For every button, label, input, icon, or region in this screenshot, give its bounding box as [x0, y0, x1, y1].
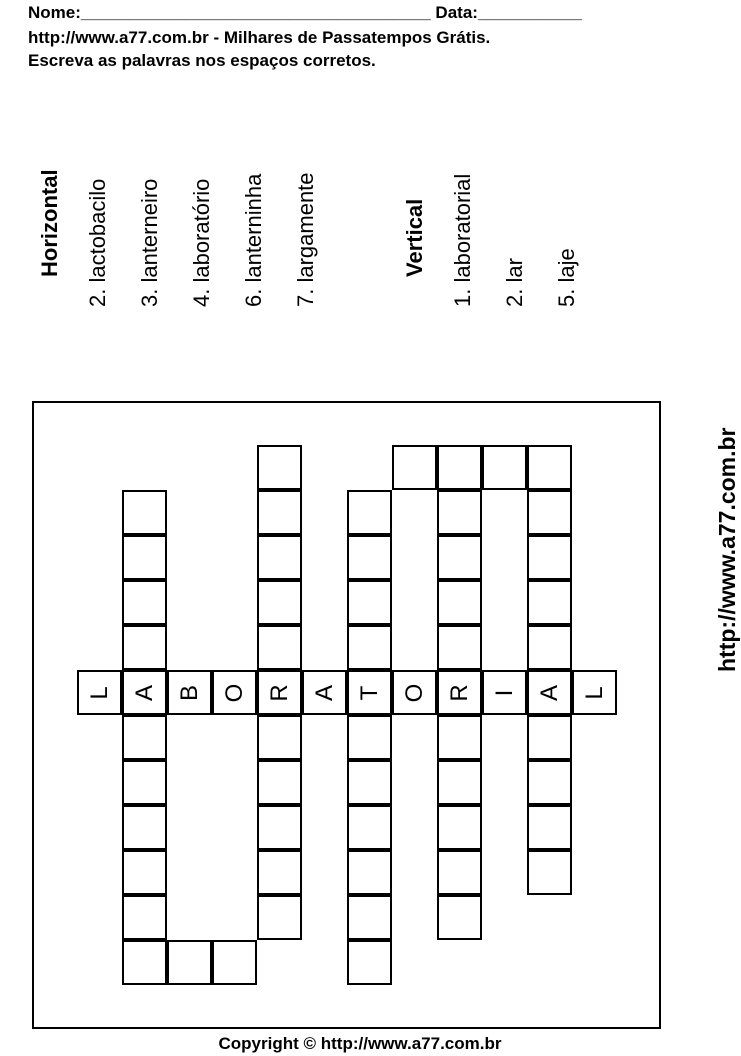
crossword-cell[interactable] — [347, 805, 392, 850]
vertical-clue: 5. laje — [554, 248, 579, 307]
crossword-cell[interactable] — [212, 940, 257, 985]
crossword-cell[interactable] — [437, 895, 482, 940]
crossword-letter-cell[interactable] — [482, 670, 527, 715]
crossword-cell[interactable] — [347, 940, 392, 985]
horizontal-clue: 6. lanterninha — [241, 173, 266, 307]
crossword-cell[interactable] — [437, 625, 482, 670]
crossword-cell[interactable] — [257, 805, 302, 850]
crossword-cell[interactable] — [257, 715, 302, 760]
horizontal-clue: 7. largamente — [293, 172, 318, 307]
crossword-cell[interactable] — [122, 490, 167, 535]
crossword-cell[interactable] — [257, 445, 302, 490]
crossword-cell[interactable] — [122, 715, 167, 760]
horizontal-clues-title: Horizontal — [37, 169, 62, 277]
crossword-letter-cell[interactable] — [347, 670, 392, 715]
crossword-cell[interactable] — [257, 490, 302, 535]
horizontal-clue: 4. laboratório — [189, 178, 214, 307]
crossword-cell[interactable] — [347, 850, 392, 895]
crossword-letter-cell[interactable] — [122, 670, 167, 715]
crossword-cell[interactable] — [167, 940, 212, 985]
crossword-letter: R — [445, 683, 473, 702]
crossword-cell[interactable] — [392, 445, 437, 490]
crossword-cell[interactable] — [527, 715, 572, 760]
crossword-cell[interactable] — [437, 445, 482, 490]
crossword-letter: A — [310, 684, 338, 701]
crossword-cell[interactable] — [437, 850, 482, 895]
vertical-clue: 1. laboratorial — [450, 173, 475, 307]
copyright: Copyright © http://www.a77.com.br — [218, 1034, 502, 1053]
crossword-letter: L — [580, 685, 608, 700]
crossword-cell[interactable] — [122, 850, 167, 895]
crossword-cell[interactable] — [257, 625, 302, 670]
crossword-cell[interactable] — [257, 895, 302, 940]
crossword-cell[interactable] — [347, 715, 392, 760]
crossword-cell[interactable] — [527, 490, 572, 535]
crossword-cell[interactable] — [257, 535, 302, 580]
crossword-cell[interactable] — [257, 850, 302, 895]
crossword-cell[interactable] — [437, 760, 482, 805]
crossword-cell[interactable] — [347, 535, 392, 580]
crossword-cell[interactable] — [257, 760, 302, 805]
crossword-letter: O — [400, 683, 428, 702]
crossword-cell[interactable] — [437, 805, 482, 850]
horizontal-clue: 2. lactobacilo — [85, 178, 110, 307]
crossword-letter-cell[interactable] — [77, 670, 122, 715]
crossword-letter-cell[interactable] — [167, 670, 212, 715]
crossword-cell[interactable] — [527, 805, 572, 850]
crossword-letter-cell[interactable] — [212, 670, 257, 715]
crossword-cell[interactable] — [527, 850, 572, 895]
crossword-cell[interactable] — [122, 535, 167, 580]
crossword-cell[interactable] — [122, 625, 167, 670]
vertical-clue: 2. lar — [502, 258, 527, 307]
crossword-letter-cell[interactable] — [572, 670, 617, 715]
crossword-cell[interactable] — [437, 715, 482, 760]
crossword-cell[interactable] — [347, 625, 392, 670]
crossword-letter: R — [265, 683, 293, 702]
crossword-cell[interactable] — [122, 760, 167, 805]
crossword-letter-cell[interactable] — [257, 670, 302, 715]
crossword-letter: O — [220, 683, 248, 702]
crossword-cell[interactable] — [437, 580, 482, 625]
crossword-cell[interactable] — [122, 580, 167, 625]
crossword-letter: A — [130, 684, 158, 701]
crossword-cell[interactable] — [347, 490, 392, 535]
crossword-cell[interactable] — [257, 580, 302, 625]
crossword-cell[interactable] — [122, 895, 167, 940]
crossword-letter-cell[interactable] — [437, 670, 482, 715]
horizontal-clue: 3. lanterneiro — [137, 178, 162, 307]
crossword-letter: I — [490, 689, 518, 696]
crossword-cell[interactable] — [527, 445, 572, 490]
crossword-cell[interactable] — [437, 490, 482, 535]
crossword-cell[interactable] — [437, 535, 482, 580]
name-date-line: Nome:_____________________________________ Data:___________ — [28, 3, 582, 22]
crossword-cell[interactable] — [527, 760, 572, 805]
crossword-cell[interactable] — [122, 940, 167, 985]
instruction-line: Escreva as palavras nos espaços corretos. — [28, 51, 376, 70]
crossword-cell[interactable] — [482, 445, 527, 490]
crossword-letter: T — [355, 685, 383, 700]
crossword-letter-cell[interactable] — [302, 670, 347, 715]
crossword-letter: B — [175, 684, 203, 701]
crossword-letter-cell[interactable] — [392, 670, 437, 715]
side-url: http://www.a77.com.br — [714, 427, 740, 672]
site-line: http://www.a77.com.br - Milhares de Passatempos Grátis. — [28, 28, 491, 47]
crossword-cell[interactable] — [347, 580, 392, 625]
crossword-letter: A — [535, 684, 563, 701]
crossword-cell[interactable] — [527, 625, 572, 670]
crossword-cell[interactable] — [527, 580, 572, 625]
crossword-cell[interactable] — [527, 535, 572, 580]
crossword-cell[interactable] — [347, 760, 392, 805]
crossword-cell[interactable] — [122, 805, 167, 850]
crossword-letter-cell[interactable] — [527, 670, 572, 715]
crossword-cell[interactable] — [347, 895, 392, 940]
vertical-clues-title: Vertical — [402, 198, 427, 277]
crossword-letter: L — [85, 685, 113, 700]
